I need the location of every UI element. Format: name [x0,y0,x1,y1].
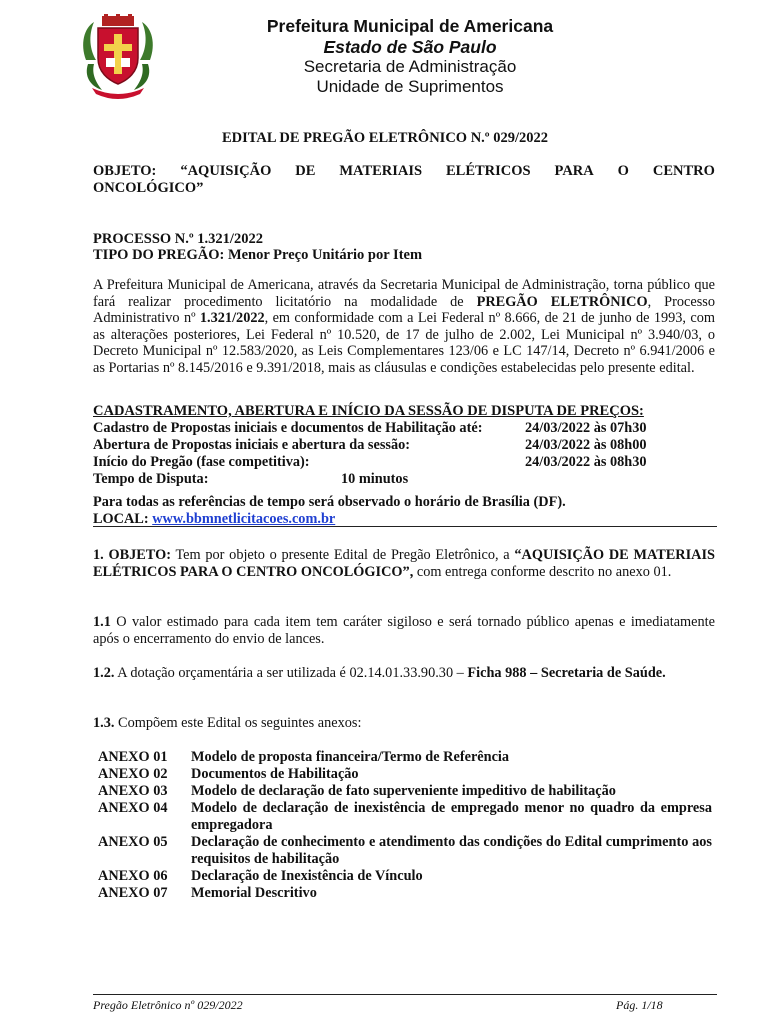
section-bold: “AQUISIÇÃO DE MATERIAIS ELÉTRICOS PARA O CENTRO ONCOLÓGICO”, [93,547,716,580]
annex-description: Declaração de conhecimento e atendimento das condições do Edital cumprimento aos requisitos de habilitação [191,834,712,867]
objeto-line-2: ONCOLÓGICO” [93,180,204,196]
schedule-value: 24/03/2022 às 07h30 [525,420,647,436]
section-1-objeto [93,547,715,580]
cadastramento-title: CADASTRAMENTO, ABERTURA E INÍCIO DA SESSÃO DE DISPUTA DE PREÇOS: [93,403,644,419]
objeto-word: PARA [554,163,594,179]
annex-code: ANEXO 05 [98,834,168,850]
footer-divider [93,994,717,995]
annex-description: Memorial Descritivo [191,885,317,901]
intro-text: A Prefeitura Municipal de Americana, através da Secretaria Municipal de Administração, torna público que fará realizar procedimento licitatório na modalidade de [93,277,715,310]
section-text: A dotação orçamentária a ser utilizada é 02.14.01.33.90.30 – [114,665,468,681]
annex-code: ANEXO 02 [98,766,168,782]
section-number: 1.2. [93,665,115,681]
annex-description: Modelo de declaração de fato superveniente impeditivo de habilitação [191,783,616,799]
coat-of-arms-icon [78,14,158,100]
local-label: LOCAL: [93,511,153,527]
header-state: Estado de São Paulo [323,37,497,57]
time-reference-note: Para todas as referências de tempo será observado o horário de Brasília (DF). [93,494,566,510]
header-municipality: Prefeitura Municipal de Americana [266,16,554,36]
objeto-line [93,163,715,180]
pregao-type-label: TIPO DO PREGÃO [93,247,220,263]
intro-text: , em conformidade com a Lei Federal nº 8.666, de 21 de junho de 1993, com as alterações posteriores, Lei Federal nº 10.520, de 17 de julho de 2.002, Lei Municipal nº 3.940/03, o Decreto Municipal nº 12.583/2020, as Leis Complementares 123/06 e LC 147/14, Decreto nº 6.941/2006 e as Portarias nº 8.145/2016 e 9.391/2018, mais as cláusulas e condições estabelecidas pelo presente edital. [93,310,715,376]
section-1-2 [93,665,715,682]
section-1-3 [93,715,361,732]
section-text: Tem por objeto o presente Edital de Pregão Eletrônico, a [170,547,515,563]
document-title: EDITAL DE PREGÃO ELETRÔNICO N.º 029/2022 [222,130,548,146]
schedule-label: Abertura de Propostas iniciais e abertura da sessão: [93,437,411,453]
footer-page-number: Pág. 1/18 [616,998,663,1012]
section-number: 1. OBJETO: [93,547,171,563]
section-bold: Ficha 988 – Secretaria de Saúde. [467,665,666,681]
annex-code: ANEXO 07 [98,885,168,901]
header-secretariat: Secretaria de Administração [303,57,517,76]
pregao-type [93,247,422,264]
schedule-label: Cadastro de Propostas iniciais e documentos de Habilitação até: [93,420,483,436]
schedule-value: 24/03/2022 às 08h00 [525,437,647,453]
intro-paragraph [93,277,715,376]
annex-description: Documentos de Habilitação [191,766,359,782]
annex-description: Modelo de proposta financeira/Termo de Referência [191,749,510,765]
header-unit: Unidade de Suprimentos [316,77,504,96]
annex-description: Declaração de Inexistência de Vínculo [191,868,423,884]
section-number: 1.1 [93,614,111,630]
objeto-word: “AQUISIÇÃO [180,163,272,179]
pregao-type-value: : Menor Preço Unitário por Item [219,247,423,263]
objeto-word: ELÉTRICOS [446,163,531,179]
annex-code: ANEXO 04 [98,800,168,816]
section-text: O valor estimado para cada item tem caráter sigiloso e será tornado público apenas e imediatamente após o encerramento do envio de lances. [93,614,715,647]
divider [93,526,717,527]
section-text: Compõem este Edital os seguintes anexos: [114,715,362,731]
section-1-1 [93,614,715,647]
processo-number: PROCESSO N.º 1.321/2022 [93,231,263,247]
objeto-word: OBJETO: [93,163,157,179]
annex-code: ANEXO 01 [98,749,168,765]
objeto-word: O [617,163,629,179]
footer-document-id: Pregão Eletrônico nº 029/2022 [93,998,243,1012]
section-number: 1.3. [93,715,115,731]
annex-code: ANEXO 06 [98,868,168,884]
intro-bold: PREGÃO ELETRÔNICO [476,293,648,310]
intro-text: , Processo Administrativo nº [93,293,715,326]
objeto-word: DE [295,163,316,179]
section-text: com entrega conforme descrito no anexo 01. [413,563,672,580]
objeto-word: CENTRO [652,163,715,179]
schedule-label: Início do Pregão (fase competitiva): [93,454,310,470]
objeto-word: MATERIAIS [339,163,423,179]
annex-description: Modelo de declaração de inexistência de empregado menor no quadro da empresa empregadora [191,800,712,833]
schedule-label: Tempo de Disputa: [93,471,209,487]
schedule-value: 24/03/2022 às 08h30 [525,454,647,470]
local-link[interactable]: www.bbmnetlicitacoes.com.br [152,511,336,527]
annex-code: ANEXO 03 [98,783,168,799]
schedule-value: 10 minutos [341,471,409,487]
intro-bold: 1.321/2022 [199,310,265,326]
